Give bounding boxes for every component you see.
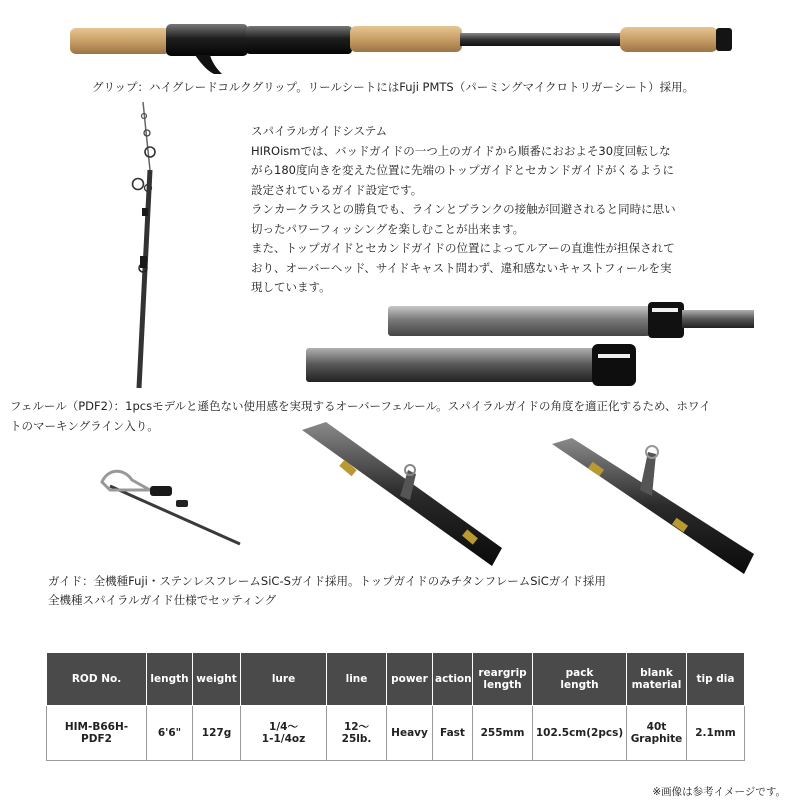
header-line: line xyxy=(327,653,387,706)
spiral-guide-line: ランカークラスとの勝負でも、ラインとブランクの接触が回避されると同時に思い xyxy=(251,202,676,216)
spiral-guide-title: スパイラルガイドシステム xyxy=(251,124,388,138)
spec-table xyxy=(46,652,745,761)
header-blank-material: blank material xyxy=(627,653,687,706)
cell-line: 12～ 25lb. xyxy=(327,706,387,761)
spiral-guide-description xyxy=(251,122,676,298)
header-weight: weight xyxy=(193,653,241,706)
spec-header-row xyxy=(47,653,745,706)
header-action: action xyxy=(433,653,473,706)
spec-row xyxy=(47,706,745,761)
cell-pack-length: 102.5cm(2pcs) xyxy=(533,706,627,761)
ferrule-image xyxy=(300,296,760,394)
ferrule-caption-line: トのマーキングライン入り。 xyxy=(10,419,159,433)
ferrule-caption-line: フェルール（PDF2）：1pcsモデルと遜色ない使用感を実現するオーバーフェルール。スパイラルガイドの角度を適正化するため、ホワイ xyxy=(10,399,711,413)
spiral-guide-line: 切ったパワーフィッシングを楽しむことが出来ます。 xyxy=(251,221,525,236)
spiral-guide-line: また、トップガイドとセカンドガイドの位置によってルアーの直進性が担保されて xyxy=(251,241,675,255)
spiral-guide-line: HIROismでは、バッドガイドの一つ上のガイドから順番におおよそ30度回転しな xyxy=(251,143,671,158)
spiral-guide-line: おり、オーバーヘッド、サイドキャスト問わず、違和感ないキャストフィールを実 xyxy=(251,260,672,275)
guide-caption xyxy=(48,572,606,610)
cell-length: 6'6" xyxy=(147,706,193,761)
cell-power: Heavy xyxy=(387,706,433,761)
cell-tip-dia: 2.1mm xyxy=(687,706,745,761)
header-pack-length: pack length xyxy=(533,653,627,706)
rod-handle-image xyxy=(0,0,800,80)
cell-blank-material: 40t Graphite xyxy=(627,706,687,761)
reference-image-note: ※画像は参考イメージです。 xyxy=(652,786,786,798)
header-length: length xyxy=(147,653,193,706)
header-reargrip-length: reargrip length xyxy=(473,653,533,706)
guide-closeup-image-2 xyxy=(548,438,758,578)
header-power: power xyxy=(387,653,433,706)
cell-reargrip-length: 255mm xyxy=(473,706,533,761)
top-guide-image xyxy=(90,460,250,550)
cell-rod-no: HIM-B66H- PDF2 xyxy=(47,706,147,761)
guide-caption-line: ガイド：全機種Fuji・ステンレスフレームSiC-Sガイド採用。トップガイドのみチタンフレームSiCガイド採用 xyxy=(48,574,606,588)
spiral-guide-rod-image xyxy=(100,100,180,390)
guide-closeup-image-1 xyxy=(296,420,506,570)
header-lure: lure xyxy=(241,653,327,706)
cell-weight: 127g xyxy=(193,706,241,761)
grip-caption: グリップ：ハイグレードコルクグリップ。リールシートにはFuji PMTS（パーミングマイクロトリガーシート）採用。 xyxy=(92,80,695,94)
spiral-guide-line: がら180度向きを変えた位置に先端のトップガイドとセカンドガイドがくるように xyxy=(251,163,674,177)
guide-caption-line: 全機種スパイラルガイド仕様でセッティング xyxy=(48,593,277,607)
spiral-guide-line: 設定されているガイド設定です。 xyxy=(251,182,423,197)
cell-action: Fast xyxy=(433,706,473,761)
header-rod-no: ROD No. xyxy=(47,653,147,706)
header-tip-dia: tip dia xyxy=(687,653,745,706)
cell-lure: 1/4～ 1-1/4oz xyxy=(241,706,327,761)
spiral-guide-line: 現しています。 xyxy=(251,280,331,294)
